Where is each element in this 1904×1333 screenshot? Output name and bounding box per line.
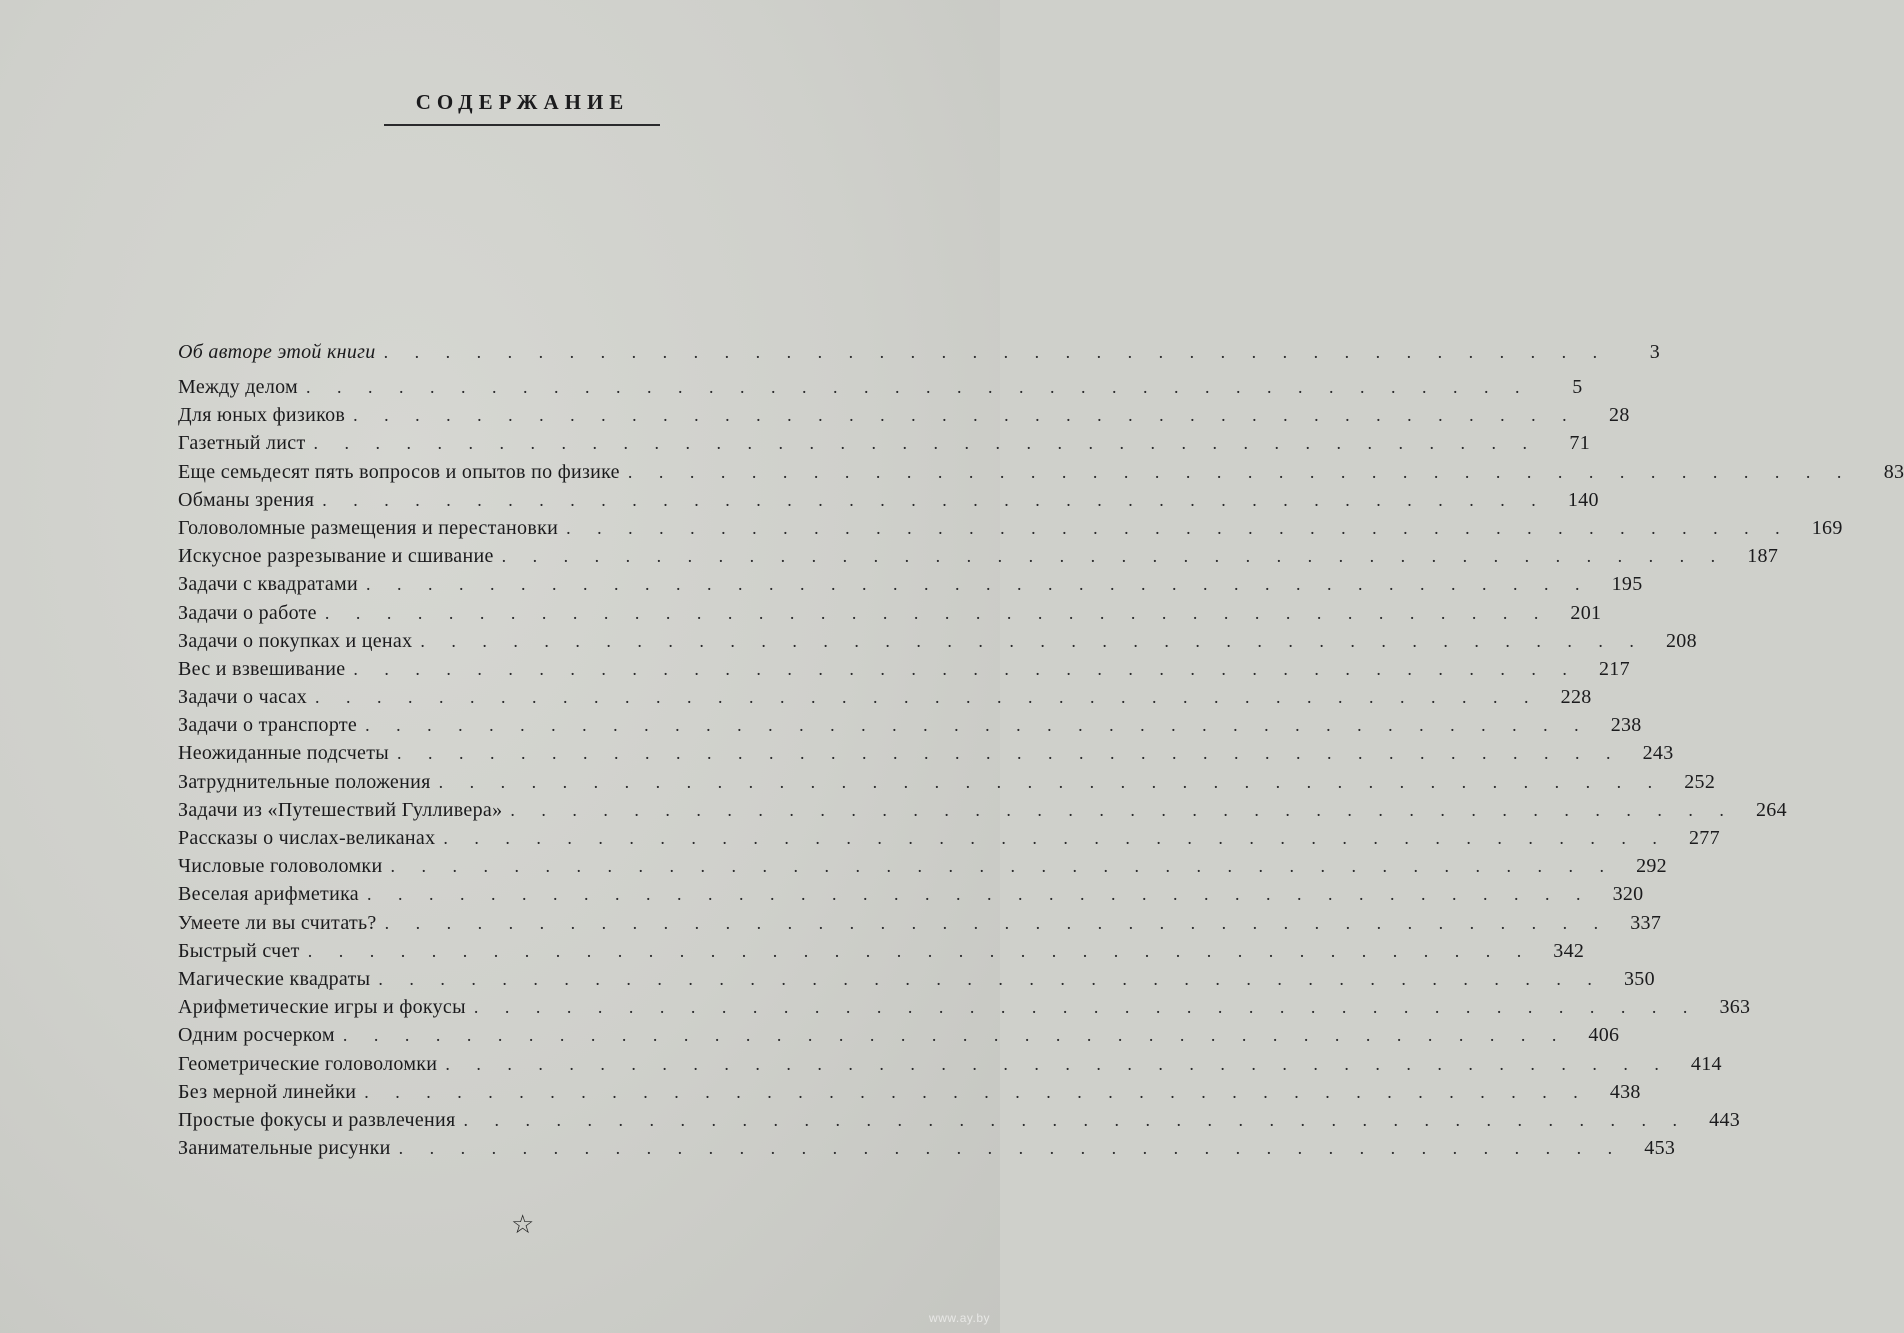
toc-leader-dots: . . . . . . . . . . . . . . . . . . . . . . . . . . . . . . . . . . . . . . . . [353, 658, 1578, 679]
toc-page-number: 187 [1747, 545, 1779, 568]
toc-entry [178, 1080, 1641, 1109]
toc-entry-title: Между делом [178, 376, 298, 398]
toc-page-number: 350 [1623, 967, 1655, 990]
toc-page-number: 169 [1811, 516, 1843, 539]
heading-underline [384, 124, 660, 126]
toc-leader-dots: . . . . . . . . . . . . . . . . . . . . . . . . . . . . . . . . . . . . . . . . [353, 405, 1578, 426]
toc-entry [178, 376, 1583, 404]
toc-entry-title: Умеете ли вы считать? [178, 911, 377, 934]
star-icon: ☆ [511, 1210, 535, 1239]
toc-entry [178, 1052, 1722, 1081]
toc-entry [178, 939, 1585, 968]
toc-entry-title: Задачи о покупках и ценах [178, 629, 413, 652]
toc-leader-dots: . . . . . . . . . . . . . . . . . . . . . . . . . . . . . . . . . . . . . . . . [510, 799, 1735, 820]
toc-entry-title: Задачи о часах [178, 686, 308, 709]
toc-page-number: 243 [1642, 742, 1674, 765]
toc-entry-title: Простые фокусы и развлечения [178, 1108, 456, 1131]
toc-entry [178, 798, 1787, 827]
toc-entry [178, 1108, 1741, 1137]
toc-entry [178, 629, 1697, 658]
toc-entry [178, 770, 1716, 799]
toc-leader-dots: . . . . . . . . . . . . . . . . . . . . . . . . . . . . . . . . . . . . . . . . [463, 1109, 1689, 1130]
toc-entry-title: Обманы зрения [178, 488, 315, 511]
toc-leader-dots: . . . . . . . . . . . . . . . . . . . . . . . . . . . . . . . . . . . . . . . . [438, 771, 1664, 792]
toc-page-number: 363 [1719, 996, 1751, 1019]
toc-entry-title: Неожиданные подсчеты [178, 742, 390, 765]
toc-page-number: 195 [1611, 573, 1643, 596]
toc-page-number: 342 [1553, 939, 1585, 962]
toc-leader-dots: . . . . . . . . . . . . . . . . . . . . . . . . . . . . . . . . . . . . . . . . [378, 968, 1603, 989]
toc-leader-dots: . . . . . . . . . . . . . . . . . . . . . . . . . . . . . . . . . . . . . . . . [324, 602, 1550, 623]
toc-page-number: 264 [1755, 798, 1787, 821]
toc-page-number: 217 [1598, 657, 1630, 680]
toc-page-number: 5 [1572, 376, 1583, 398]
toc-entry-title: Геометрические головоломки [178, 1052, 438, 1075]
toc-entry [178, 714, 1642, 742]
toc-entry [178, 516, 1843, 545]
toc-entry [178, 341, 1661, 376]
table-of-contents [178, 341, 1904, 1165]
toc-leader-dots: . . . . . . . . . . . . . . . . . . . . . . . . . . . . . . . . . . . . . . . . [445, 1053, 1670, 1074]
toc-page-number: 406 [1588, 1024, 1620, 1047]
toc-leader-dots: . . . . . . . . . . . . . . . . . . . . . . . . . . . . . . . . . . . . . . . . [566, 517, 1791, 538]
toc-entry-title: Веселая арифметика [178, 883, 359, 906]
toc-page-number: 28 [1609, 404, 1630, 427]
toc-entry [178, 742, 1674, 770]
toc-page-number: 414 [1690, 1052, 1722, 1075]
toc-entry-title: Без мерной линейки [178, 1080, 357, 1103]
toc-entry-title: Задачи о транспорте [178, 714, 358, 737]
toc-leader-dots: . . . . . . . . . . . . . . . . . . . . . . . . . . . . . . . . . . . . . . . . [397, 743, 1622, 764]
watermark: www.ay.by [929, 1311, 990, 1325]
toc-entry-title: Рассказы о числах-великанах [178, 827, 436, 849]
toc-entry [178, 883, 1644, 911]
toc-entry-title: Об авторе этой книги [178, 341, 376, 363]
toc-entry-title: Искусное разрезывание и сшивание [178, 545, 494, 568]
toc-entry-title: Вес и взвешивание [178, 657, 346, 680]
toc-entry [178, 1024, 1620, 1052]
toc-leader-dots: . . . . . . . . . . . . . . . . . . . . . . . . . . . . . . . . . . . . . . . . [306, 377, 1531, 397]
toc-page-number: 337 [1630, 911, 1662, 934]
toc-leader-dots: . . . . . . . . . . . . . . . . . . . . . . . . . . . . . . . . . . . . . . . . [313, 433, 1539, 454]
toc-page-number: 292 [1636, 855, 1667, 878]
toc-entry-title: Занимательные рисунки [178, 1137, 391, 1160]
toc-entry-title: Быстрый счет [178, 939, 300, 962]
toc-entry-title: Головоломные размещения и перестановки [178, 516, 559, 539]
toc-leader-dots: . . . . . . . . . . . . . . . . . . . . . . . . . . . . . . . . . . . . . . . . [366, 574, 1591, 595]
toc-entry [178, 686, 1592, 714]
toc-page-number: 140 [1567, 488, 1599, 511]
toc-entry [178, 1137, 1676, 1165]
toc-page-number: 453 [1644, 1137, 1676, 1160]
toc-leader-dots: . . . . . . . . . . . . . . . . . . . . . . . . . . . . . . . . . . . . . . . . [398, 1138, 1624, 1159]
toc-leader-dots: . . . . . . . . . . . . . . . . . . . . . . . . . . . . . . . . . . . . . . . . [365, 715, 1590, 736]
toc-page-number: 252 [1684, 770, 1716, 793]
toc-entry-title: Еще семьдесят пять вопросов и опытов по физике [178, 460, 620, 483]
toc-leader-dots: . . . . . . . . . . . . . . . . . . . . . . . . . . . . . . . . . . . . . . . . [627, 461, 1853, 482]
toc-leader-dots: . . . . . . . . . . . . . . . . . . . . . . . . . . . . . . . . . . . . . . . . [307, 940, 1533, 961]
toc-page-number: 71 [1569, 432, 1591, 455]
toc-page-number: 208 [1666, 629, 1697, 652]
toc-leader-dots: . . . . . . . . . . . . . . . . . . . . . . . . . . . . . . . . . . . . . . . . [443, 828, 1668, 848]
toc-entry [178, 967, 1655, 996]
toc-page-number: 228 [1560, 686, 1592, 709]
toc-page-number: 277 [1689, 827, 1720, 849]
toc-leader-dots: . . . . . . . . . . . . . . . . . . . . . . . . . . . . . . . . . . . . . . . . [420, 630, 1645, 651]
toc-entry-title: Затруднительные положения [178, 770, 431, 793]
toc-entry [178, 855, 1667, 883]
toc-entry-title: Задачи из «Путешествий Гулливера» [178, 798, 503, 821]
toc-entry-title: Газетный лист [178, 432, 306, 455]
toc-entry [178, 573, 1643, 601]
toc-leader-dots: . . . . . . . . . . . . . . . . . . . . . . . . . . . . . . . . . . . . . . . . [390, 856, 1615, 877]
toc-entry [178, 460, 1904, 489]
toc-page-number: 238 [1610, 714, 1642, 737]
toc-entry-title: Одним росчерком [178, 1024, 335, 1047]
toc-page-number: 83 [1883, 460, 1904, 483]
toc-entry [178, 911, 1662, 940]
toc-entry [178, 657, 1630, 686]
toc-leader-dots: . . . . . . . . . . . . . . . . . . . . . . . . . . . . . . . . . . . . . . . . [384, 912, 1610, 933]
toc-leader-dots: . . . . . . . . . . . . . . . . . . . . . . . . . . . . . . . . . . . . . . . . [473, 997, 1699, 1018]
toc-entry [178, 404, 1630, 432]
toc-leader-dots: . . . . . . . . . . . . . . . . . . . . . . . . . . . . . . . . . . . . . . . . [366, 884, 1592, 905]
toc-entry [178, 488, 1599, 517]
toc-entry [178, 432, 1591, 460]
toc-entry [178, 601, 1602, 630]
toc-leader-dots: . . . . . . . . . . . . . . . . . . . . . . . . . . . . . . . . . . . . . . . . [364, 1081, 1589, 1102]
toc-entry-title: Магические квадраты [178, 967, 371, 990]
toc-page-number: 438 [1609, 1080, 1641, 1103]
toc-leader-dots: . . . . . . . . . . . . . . . . . . . . . . . . . . . . . . . . . . . . . . . . [322, 489, 1547, 510]
toc-page-number: 201 [1570, 601, 1602, 624]
toc-entry-title: Задачи с квадратами [178, 573, 359, 596]
toc-leader-dots: . . . . . . . . . . . . . . . . . . . . . . . . . . . . . . . . . . . . . . . . [383, 342, 1609, 362]
toc-leader-dots: . . . . . . . . . . . . . . . . . . . . . . . . . . . . . . . . . . . . . . . . [342, 1025, 1568, 1046]
toc-page-number: 320 [1612, 883, 1644, 906]
toc-leader-dots: . . . . . . . . . . . . . . . . . . . . . . . . . . . . . . . . . . . . . . . . [315, 687, 1540, 708]
toc-entry-title: Числовые головоломки [178, 855, 383, 878]
toc-entry-title: Для юных физиков [178, 404, 346, 427]
toc-leader-dots: . . . . . . . . . . . . . . . . . . . . . . . . . . . . . . . . . . . . . . . . [501, 546, 1727, 567]
toc-entry [178, 996, 1751, 1024]
toc-entry [178, 827, 1720, 855]
toc-page-number: 3 [1649, 341, 1661, 363]
toc-entry [178, 545, 1779, 573]
toc-entry-title: Задачи о работе [178, 601, 317, 624]
toc-page-number: 443 [1709, 1108, 1741, 1131]
toc-entry-title: Арифметические игры и фокусы [178, 996, 466, 1019]
contents-heading: СОДЕРЖАНИЕ [415, 90, 630, 114]
